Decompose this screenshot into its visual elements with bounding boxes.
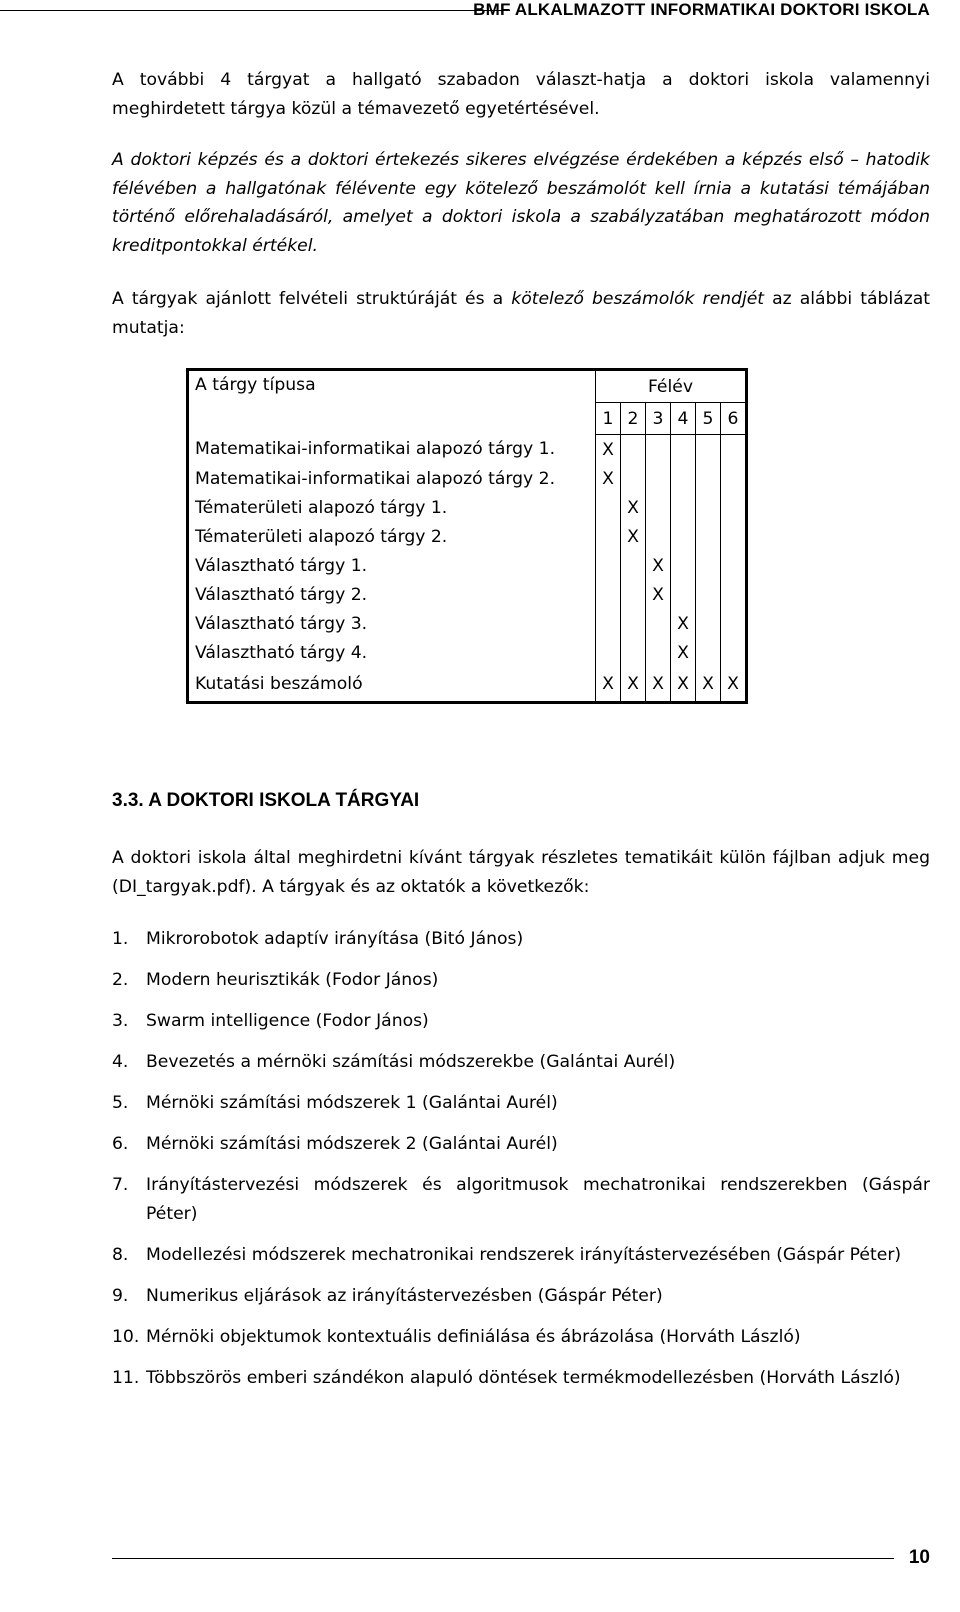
semester-mark-cell [696, 609, 721, 638]
list-item-number: 1. [112, 929, 129, 949]
semester-mark-cell [596, 493, 621, 522]
semester-mark-cell: X [621, 667, 646, 703]
paragraph-table-intro-emphasis: kötelező beszámolók rendjét [511, 289, 765, 309]
semester-mark-cell [671, 464, 696, 493]
semester-mark-cell: X [721, 667, 747, 703]
semester-number-cell: 6 [721, 403, 747, 435]
list-item-number: 3. [112, 1011, 129, 1031]
subject-type-cell: Választható tárgy 1. [195, 555, 368, 576]
semester-mark-cell [596, 609, 621, 638]
list-item [112, 1048, 930, 1077]
list-item [112, 1130, 930, 1159]
table-header-row [188, 370, 747, 403]
list-item [112, 1007, 930, 1036]
semester-mark-cell [696, 493, 721, 522]
semester-mark-cell [671, 493, 696, 522]
semester-mark-cell [721, 522, 747, 551]
semester-mark-cell [596, 522, 621, 551]
list-item-text: Irányítástervezési módszerek és algoritmusok mechatronikai rendszerekben (Gáspár Péter) [146, 1175, 930, 1224]
section-heading: 3.3. A DOKTORI ISKOLA TÁRGYAI [112, 790, 420, 811]
list-item-number: 6. [112, 1134, 129, 1154]
semester-mark-cell [721, 551, 747, 580]
table-row [188, 580, 747, 609]
list-item-number: 4. [112, 1052, 129, 1072]
list-item-text: Mérnöki számítási módszerek 1 (Galántai Aurél) [146, 1093, 558, 1113]
list-item-number: 8. [112, 1244, 129, 1265]
subject-type-cell: Választható tárgy 2. [195, 584, 368, 605]
page-number: 10 [908, 1547, 930, 1568]
paragraph-elective-subjects: A további 4 tárgyat a hallgató szabadon választ-hatja a doktori iskola valamennyi meghirdetett tárgya közül a témavezető egyetértésével. [112, 70, 930, 119]
subject-type-cell: Tématerületi alapozó tárgy 1. [195, 497, 448, 518]
list-item-text: Mikrorobotok adaptív irányítása (Bitó János) [146, 929, 524, 949]
semester-mark-cell [671, 522, 696, 551]
column-header-subject-type: A tárgy típusa [195, 375, 316, 395]
table-row [188, 435, 747, 465]
subject-type-cell: Választható tárgy 4. [195, 642, 368, 663]
semester-mark-cell [621, 435, 646, 465]
subject-type-cell: Matematikai-informatikai alapozó tárgy 2. [195, 468, 556, 489]
semester-mark-cell [696, 638, 721, 667]
table-row [188, 609, 747, 638]
table-row [188, 493, 747, 522]
list-item [112, 966, 930, 995]
semester-mark-cell [621, 638, 646, 667]
list-item-text: Mérnöki objektumok kontextuális definiálása és ábrázolása (Horváth László) [146, 1326, 801, 1347]
list-item [112, 1323, 930, 1352]
semester-mark-cell [646, 522, 671, 551]
semester-mark-cell [621, 464, 646, 493]
semester-mark-cell: X [671, 638, 696, 667]
list-item-number: 7. [112, 1175, 129, 1195]
semester-mark-cell [596, 638, 621, 667]
list-item-text: Mérnöki számítási módszerek 2 (Galántai Aurél) [146, 1134, 558, 1154]
list-item-text: Modern heurisztikák (Fodor János) [146, 970, 439, 990]
semester-mark-cell [671, 435, 696, 465]
semester-mark-cell: X [596, 464, 621, 493]
semester-mark-cell [646, 609, 671, 638]
semester-mark-cell [596, 551, 621, 580]
paragraph-table-intro-part1: A tárgyak ajánlott felvételi struktúráját és a [112, 289, 512, 309]
semester-mark-cell: X [596, 667, 621, 703]
header-rule [0, 10, 510, 11]
table-row [188, 522, 747, 551]
semester-number-cell: 1 [596, 403, 621, 435]
subject-type-cell: Matematikai-informatikai alapozó tárgy 1. [195, 439, 556, 460]
table-row [188, 464, 747, 493]
table-row [188, 638, 747, 667]
semester-mark-cell [721, 638, 747, 667]
list-item-text: Többszörös emberi szándékon alapuló döntések termékmodellezésben (Horváth László) [146, 1367, 901, 1388]
semester-mark-cell: X [621, 493, 646, 522]
semester-number-cell: 3 [646, 403, 671, 435]
semester-mark-cell: X [646, 551, 671, 580]
list-item-number: 10. [112, 1326, 140, 1347]
semester-mark-cell [696, 464, 721, 493]
paragraph-table-intro [112, 285, 930, 342]
semester-mark-cell: X [621, 522, 646, 551]
footer-rule [112, 1558, 894, 1559]
table-row [188, 667, 747, 703]
column-header-semester: Félév [596, 370, 747, 403]
list-item-number: 9. [112, 1285, 129, 1306]
semester-mark-cell [721, 464, 747, 493]
list-item [112, 1241, 930, 1270]
semester-mark-cell: X [671, 609, 696, 638]
semester-mark-cell [621, 609, 646, 638]
semester-mark-cell [721, 580, 747, 609]
semester-mark-cell [721, 435, 747, 465]
semester-mark-cell [621, 551, 646, 580]
list-item [112, 925, 930, 954]
semester-mark-cell: X [596, 435, 621, 465]
list-item-number: 2. [112, 970, 129, 990]
paragraph-mandatory-reports: A doktori képzés és a doktori értekezés sikeres elvégzése érdekében a képzés első – hatodik félévében a hallgatónak félévente egy kötelező beszámolót kell írnia a kutatási témájában történő előrehaladásáról, amelyet a doktori iskola a szabályzatában meghatározott módon kreditpontokkal értékel. [112, 150, 930, 256]
list-item [112, 1171, 930, 1228]
semester-mark-cell [621, 580, 646, 609]
semester-mark-cell [671, 551, 696, 580]
subject-type-cell: Választható tárgy 3. [195, 613, 368, 634]
table-row [188, 551, 747, 580]
semester-mark-cell [721, 493, 747, 522]
semester-number-cell: 2 [621, 403, 646, 435]
semester-mark-cell [696, 522, 721, 551]
paragraph-section-intro: A doktori iskola által meghirdetni kívánt tárgyak részletes tematikáit külön fájlban adjuk meg (DI_targyak.pdf). A tárgyak és az oktatók a következők: [112, 848, 930, 897]
paragraph-table-intro-part2: az alábbi táblázat mutatja: [112, 289, 931, 338]
list-item [112, 1282, 930, 1311]
semester-number-cell: 4 [671, 403, 696, 435]
semester-mark-cell: X [646, 580, 671, 609]
subject-type-cell: Tématerületi alapozó tárgy 2. [195, 526, 448, 547]
semester-mark-cell [646, 638, 671, 667]
subject-schedule-table [186, 368, 748, 704]
list-item-text: Modellezési módszerek mechatronikai rendszerek irányítástervezésében (Gáspár Péter) [146, 1244, 902, 1265]
list-item-text: Swarm intelligence (Fodor János) [146, 1011, 429, 1031]
subject-type-cell: Kutatási beszámoló [195, 674, 363, 694]
semester-mark-cell [696, 551, 721, 580]
semester-mark-cell [646, 464, 671, 493]
semester-mark-cell: X [696, 667, 721, 703]
subjects-list [112, 925, 930, 1405]
list-item [112, 1089, 930, 1118]
semester-mark-cell: X [646, 667, 671, 703]
semester-number-cell: 5 [696, 403, 721, 435]
semester-mark-cell [596, 580, 621, 609]
semester-mark-cell [671, 580, 696, 609]
list-item [112, 1364, 930, 1393]
semester-mark-cell [721, 609, 747, 638]
semester-mark-cell: X [671, 667, 696, 703]
list-item-number: 5. [112, 1093, 129, 1113]
semester-mark-cell [696, 435, 721, 465]
list-item-text: Bevezetés a mérnöki számítási módszerekbe (Galántai Aurél) [146, 1052, 676, 1072]
semester-mark-cell [696, 580, 721, 609]
list-item-number: 11. [112, 1367, 140, 1388]
semester-mark-cell [646, 493, 671, 522]
list-item-text: Numerikus eljárások az irányítástervezésben (Gáspár Péter) [146, 1285, 663, 1306]
semester-mark-cell [646, 435, 671, 465]
header-title: BMF ALKALMAZOTT INFORMATIKAI DOKTORI ISKOLA [473, 0, 930, 19]
